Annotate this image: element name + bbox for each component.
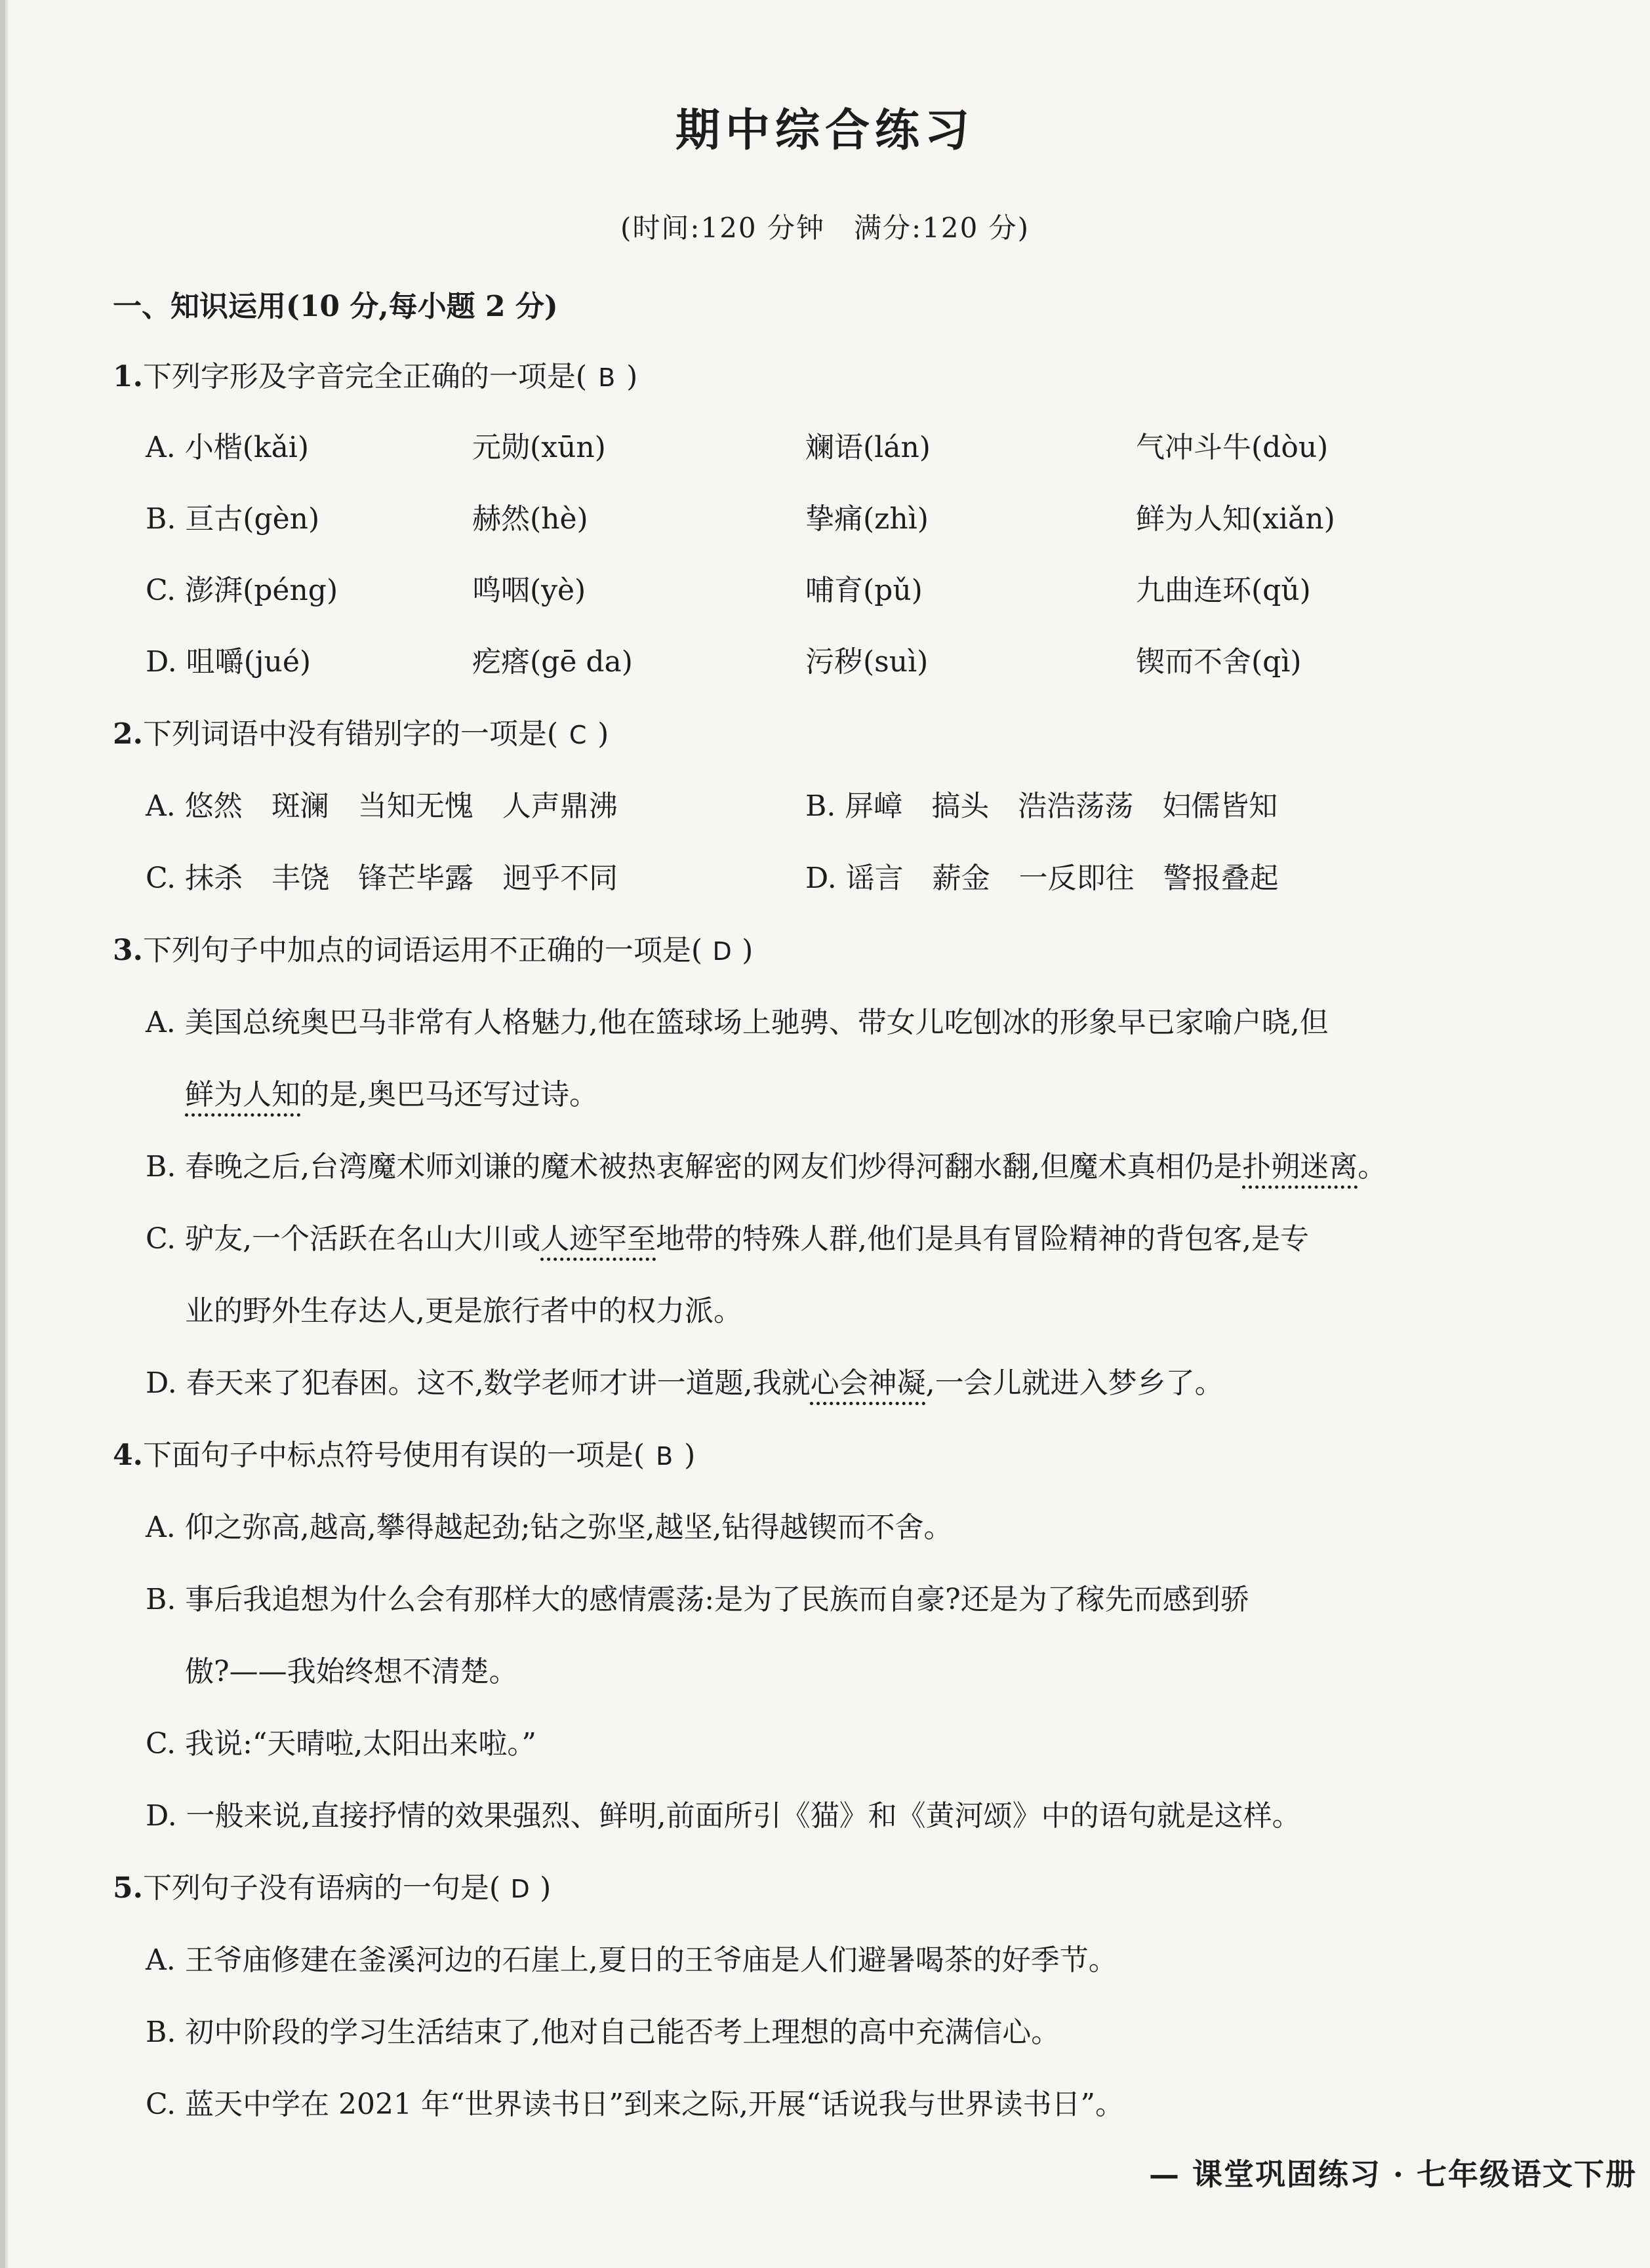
option-c-line1: [146, 1220, 1309, 1259]
option-c: C. 抹杀 丰饶 锋芒毕露 迥乎不同: [146, 862, 618, 895]
option-cell: 鸣咽(yè): [472, 574, 586, 607]
question-number: 3.: [113, 934, 143, 967]
stem-end: ): [540, 1871, 552, 1905]
text: 。: [1358, 1150, 1387, 1184]
option-d: [146, 1364, 1224, 1403]
option-cell: 鲜为人知(xiǎn): [1136, 502, 1335, 536]
question-4-stem: [113, 1436, 695, 1476]
page-title: 期中综合练习: [675, 104, 975, 157]
dotted-word: 人迹罕至: [540, 1222, 656, 1256]
page-gutter: [0, 0, 5, 2268]
question-text: 下列词语中没有错别字的一项是(: [142, 717, 559, 751]
option-b: [146, 1147, 1386, 1187]
text: D. 春天来了犯春困。这不,数学老师才讲一道题,我就: [146, 1366, 811, 1400]
option-row: D. 咀嚼(jué): [146, 645, 312, 679]
question-number: 1.: [113, 360, 143, 393]
option-c: C. 我说:“天晴啦,太阳出来啦。”: [146, 1727, 536, 1761]
option-c: C. 蓝天中学在 2021 年“世界读书日”到来之际,开展“话说我与世界读书日”。: [146, 2088, 1124, 2121]
option-d: D. 谣言 薪金 一反即往 警报叠起: [805, 862, 1279, 895]
option-cell: 九曲连环(qǔ): [1136, 574, 1311, 607]
question-text: 下列句子中加点的词语运用不正确的一项是(: [142, 934, 703, 967]
answer: D: [510, 1875, 530, 1903]
question-text: 下列句子没有语病的一句是(: [142, 1871, 501, 1905]
option-cell: 赫然(hè): [472, 502, 588, 536]
option-a: A. 悠然 斑澜 当知无愧 人声鼎沸: [146, 789, 618, 823]
option-a-line2: [185, 1075, 598, 1115]
text: 地带的特殊人群,他们是具有冒险精神的背包客,是专: [656, 1222, 1310, 1256]
text: ,一会儿就进入梦乡了。: [925, 1366, 1224, 1400]
option-cell: 元勋(xūn): [472, 431, 606, 464]
answer: B: [598, 363, 616, 392]
page-footer: — 课堂巩固练习 · 七年级语文下册: [1148, 2157, 1637, 2192]
text: 的是,奥巴马还写过诗。: [300, 1078, 598, 1111]
option-b: B. 初中阶段的学习生活结束了,他对自己能否考上理想的高中充满信心。: [146, 2016, 1060, 2049]
option-cell: 疙瘩(gē da): [472, 645, 633, 679]
question-text: 下面句子中标点符号使用有误的一项是(: [142, 1439, 645, 1472]
section-heading: 一、知识运用(10 分,每小题 2 分): [113, 290, 558, 323]
stem-end: ): [684, 1439, 696, 1472]
option-d: D. 一般来说,直接抒情的效果强烈、鲜明,前面所引《猫》和《黄河颂》中的语句就是这样。: [146, 1799, 1301, 1833]
option-cell: 哺育(pǔ): [805, 574, 923, 607]
question-3-stem: [113, 931, 753, 971]
exam-info: (时间:120 分钟 满分:120 分): [620, 212, 1030, 244]
dotted-word: 扑朔迷离: [1242, 1150, 1358, 1184]
option-row: B. 亘古(gèn): [146, 502, 320, 536]
option-cell: 污秽(suì): [805, 645, 929, 679]
option-row: C. 澎湃(péng): [146, 574, 338, 607]
option-a-line1: A. 美国总统奥巴马非常有人格魅力,他在篮球场上驰骋、带女儿吃刨冰的形象早已家喻户晓,但: [146, 1006, 1329, 1039]
answer: B: [656, 1442, 674, 1471]
option-cell: 挚痛(zhì): [805, 502, 929, 536]
question-number: 4.: [113, 1439, 143, 1472]
option-b-line1: B. 事后我追想为什么会有那样大的感情震荡:是为了民族而自豪?还是为了稼先而感到骄: [146, 1583, 1249, 1616]
text: B. 春晚之后,台湾魔术师刘谦的魔术被热衷解密的网友们炒得河翻水翻,但魔术真相仍是: [146, 1150, 1243, 1184]
dotted-word: 鲜为人知: [185, 1078, 300, 1111]
text: C. 驴友,一个活跃在名山大川或: [146, 1222, 541, 1256]
question-2-stem: [113, 715, 609, 755]
option-cell: 气冲斗牛(dòu): [1136, 431, 1329, 464]
option-a: A. 王爷庙修建在釜溪河边的石崖上,夏日的王爷庙是人们避暑喝茶的好季节。: [146, 1943, 1117, 1977]
answer: C: [569, 721, 587, 749]
question-number: 2.: [113, 717, 143, 751]
stem-end: ): [742, 934, 754, 967]
question-5-stem: [113, 1869, 551, 1909]
question-text: 下列字形及字音完全正确的一项是(: [142, 360, 588, 393]
option-cell: 斓语(lán): [805, 431, 931, 464]
option-a: A. 仰之弥高,越高,攀得越起劲;钻之弥坚,越坚,钻得越锲而不舍。: [146, 1511, 953, 1544]
question-number: 5.: [113, 1871, 143, 1905]
answer: D: [712, 937, 732, 966]
option-c-line2: 业的野外生存达人,更是旅行者中的权力派。: [185, 1294, 742, 1328]
question-1-stem: [113, 357, 637, 397]
option-b-line2: 傲?——我始终想不清楚。: [185, 1655, 518, 1688]
dotted-word: 心会神凝: [810, 1366, 926, 1400]
page-gutter-shadow: [5, 0, 8, 2268]
option-cell: 锲而不舍(qì): [1136, 645, 1302, 679]
option-row: A. 小楷(kǎi): [146, 431, 310, 464]
stem-end: ): [597, 717, 609, 751]
option-b: B. 屏嶂 搞头 浩浩荡荡 妇儒皆知: [805, 789, 1278, 823]
stem-end: ): [626, 360, 638, 393]
